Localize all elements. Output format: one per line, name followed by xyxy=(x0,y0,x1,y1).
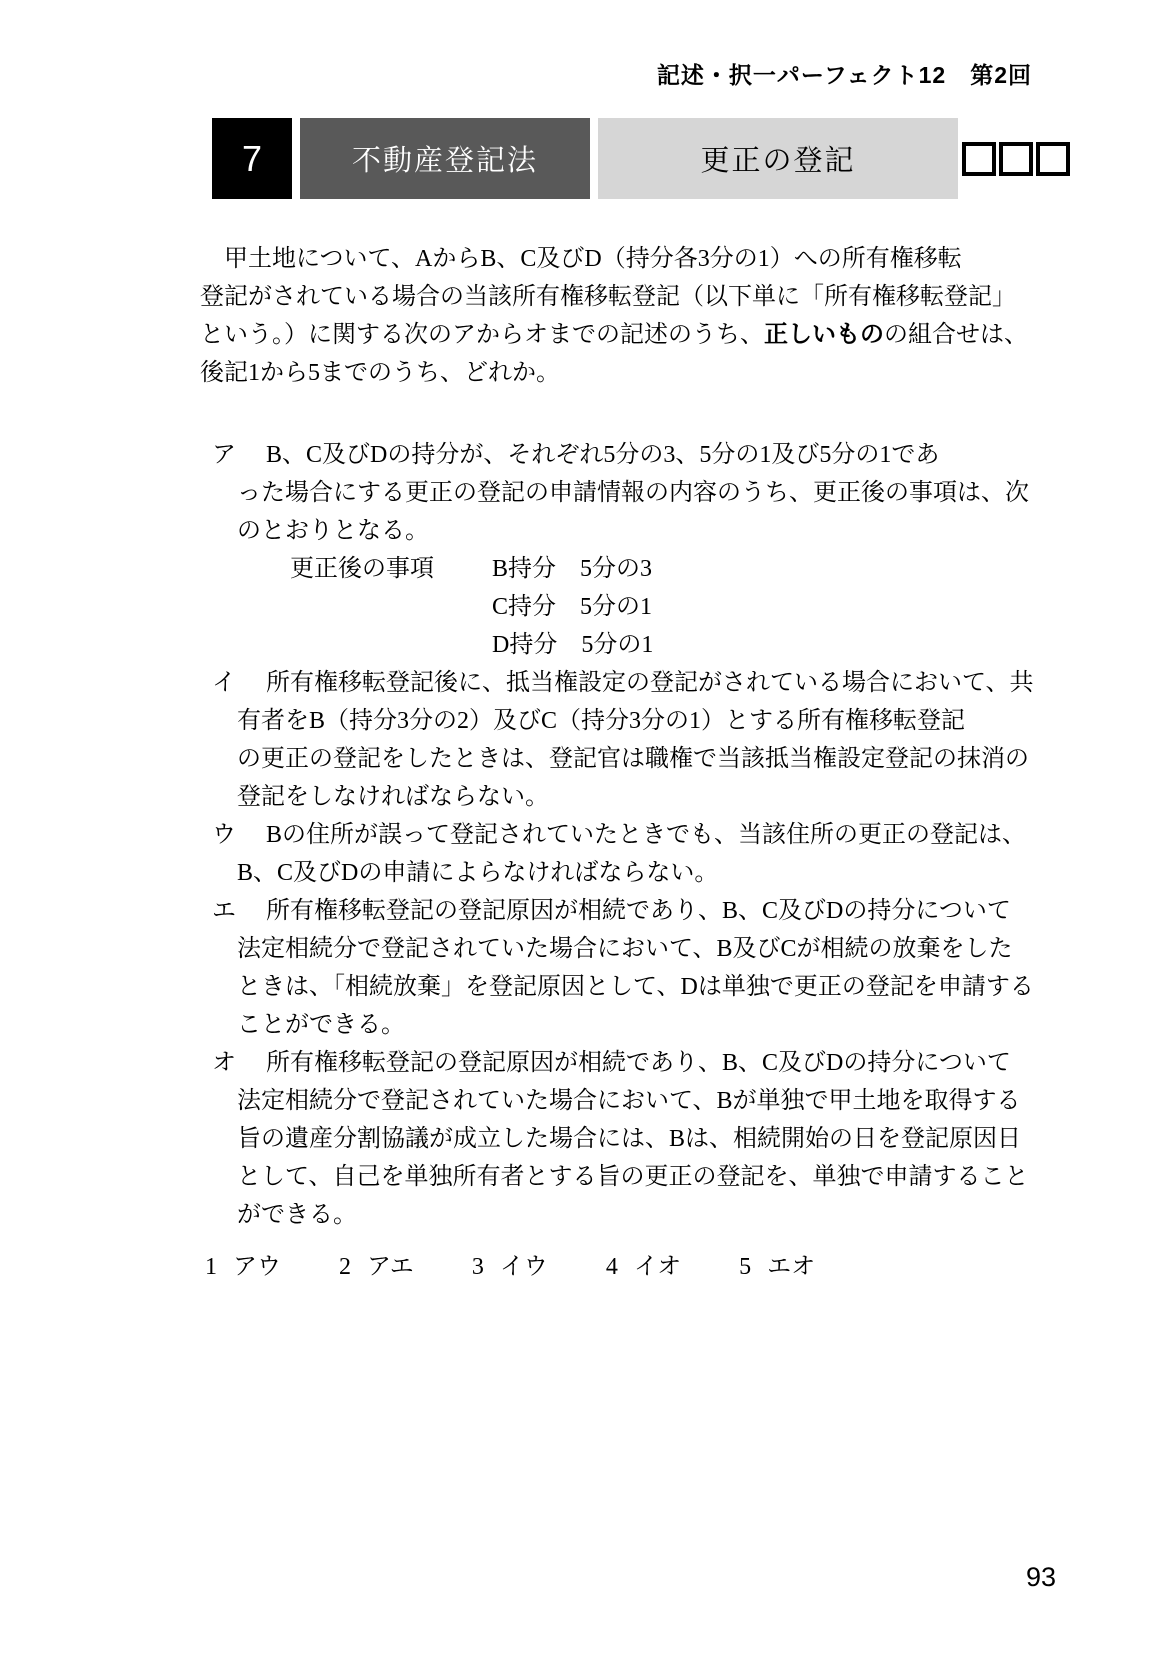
statement-line: 有者をB（持分3分の2）及びC（持分3分の1）とする所有権移転登記 xyxy=(237,708,966,734)
statement-line xyxy=(212,816,1040,854)
choice-number: 2 xyxy=(339,1254,351,1280)
statement-text: 所有権移転登記後に、抵当権設定の登記がされている場合において、共 xyxy=(266,670,1034,696)
statement-line: のとおりとなる。 xyxy=(237,518,429,544)
choice-number: 4 xyxy=(605,1254,618,1280)
statement-line: の更正の登記をしたときは、登記官は職権で当該抵当権設定登記の抹消の xyxy=(237,746,1029,772)
statement-line xyxy=(212,436,1040,474)
statement-text: B、C及びDの持分が、それぞれ5分の3、5分の1及び5分の1であ xyxy=(266,442,940,468)
statement-line: ときは、「相続放棄」を登記原因として、Dは単独で更正の登記を申請する xyxy=(237,974,1034,1000)
statement-text: Bの住所が誤って登記されていたときでも、当該住所の更正の登記は、 xyxy=(266,822,1027,848)
statement-line: ができる。 xyxy=(237,1202,357,1228)
statement-label: ア xyxy=(212,442,236,468)
choice-pair: イウ xyxy=(499,1254,548,1280)
statement-i xyxy=(212,664,1040,816)
intro-line: 登記がされている場合の当該所有権移転登記（以下単に「所有権移転登記」 xyxy=(200,284,1016,310)
statement-o xyxy=(212,1044,1040,1234)
spacer xyxy=(200,392,1040,436)
page-number: 93 xyxy=(1026,1562,1057,1592)
statement-text: 所有権移転登記の登記原因が相続であり、B、C及びDの持分について xyxy=(266,1050,1011,1076)
choice-pair: アエ xyxy=(367,1254,414,1280)
statement-label: イ xyxy=(212,670,236,696)
intro-line xyxy=(200,316,1040,354)
answer-choice-3 xyxy=(472,1248,548,1286)
answer-choice-4 xyxy=(606,1248,681,1286)
statement-u xyxy=(212,816,1040,892)
statement-e xyxy=(212,892,1040,1044)
question-intro xyxy=(200,240,1040,392)
progress-checkbox-3[interactable] xyxy=(1036,142,1070,176)
answer-choice-5 xyxy=(739,1248,815,1286)
choice-number: 5 xyxy=(739,1254,752,1280)
question-body xyxy=(200,240,1040,1286)
statement-line: として、自己を単独所有者とする旨の更正の登記を、単独で申請すること xyxy=(237,1164,1029,1190)
statement-line: った場合にする更正の登記の申請情報の内容のうち、更正後の事項は、次 xyxy=(237,480,1029,506)
statement-line xyxy=(212,1044,1040,1082)
intro-line-emphasis: 正しいもの xyxy=(764,321,884,348)
correction-row xyxy=(290,588,1040,626)
progress-checkbox-1[interactable] xyxy=(962,142,996,176)
progress-checkbox-2[interactable] xyxy=(999,142,1033,176)
correction-value: D持分 5分の1 xyxy=(492,632,654,658)
statement-line: 登記をしなければならない。 xyxy=(237,784,549,810)
intro-line-post: の組合せは、 xyxy=(884,322,1028,348)
statement-line: B、C及びDの申請によらなければならない。 xyxy=(237,860,719,886)
progress-checkboxes xyxy=(962,118,1073,199)
correction-caption: 更正後の事項 xyxy=(290,556,434,582)
correction-value: B持分 5分の3 xyxy=(492,556,653,582)
statement-label: エ xyxy=(212,898,236,924)
topic-title: 更正の登記 xyxy=(598,118,958,199)
answer-choices xyxy=(205,1248,1040,1286)
statement-line xyxy=(212,892,1040,930)
statement-line: 法定相続分で登記されていた場合において、B及びCが相続の放棄をした xyxy=(237,936,1013,962)
statement-line: ことができる。 xyxy=(237,1012,405,1038)
question-number-box: 7 xyxy=(212,118,292,199)
correction-row xyxy=(290,550,1040,588)
answer-choice-1 xyxy=(205,1248,281,1286)
intro-line-pre: という。）に関する次のアからオまでの記述のうち、 xyxy=(200,322,764,348)
choice-pair: アウ xyxy=(233,1254,281,1280)
statement-text: 所有権移転登記の登記原因が相続であり、B、C及びDの持分について xyxy=(266,898,1011,924)
subject-title: 不動産登記法 xyxy=(300,118,590,199)
intro-line: 後記1から5までのうち、どれか。 xyxy=(200,360,560,386)
statement-line xyxy=(212,664,1040,702)
correction-table xyxy=(290,550,1040,664)
choice-pair: エオ xyxy=(767,1254,816,1280)
statement-a xyxy=(212,436,1040,664)
statement-line: 法定相続分で登記されていた場合において、Bが単独で甲土地を取得する xyxy=(237,1088,1021,1114)
statement-line: 旨の遺産分割協議が成立した場合には、Bは、相続開始の日を登記原因日 xyxy=(237,1126,1022,1152)
correction-row xyxy=(290,626,1040,664)
statement-label: オ xyxy=(212,1050,236,1076)
chapter-banner xyxy=(212,118,1073,199)
answer-choice-2 xyxy=(339,1248,414,1286)
choice-number: 1 xyxy=(205,1254,217,1280)
edition-header: 記述・択一パーフェクト12 第2回 xyxy=(656,62,1032,88)
statement-label: ウ xyxy=(212,822,236,848)
correction-value: C持分 5分の1 xyxy=(492,594,653,620)
choice-pair: イオ xyxy=(633,1254,682,1280)
intro-line: 甲土地について、AからB、C及びD（持分各3分の1）への所有権移転 xyxy=(200,246,962,272)
choice-number: 3 xyxy=(471,1254,484,1280)
